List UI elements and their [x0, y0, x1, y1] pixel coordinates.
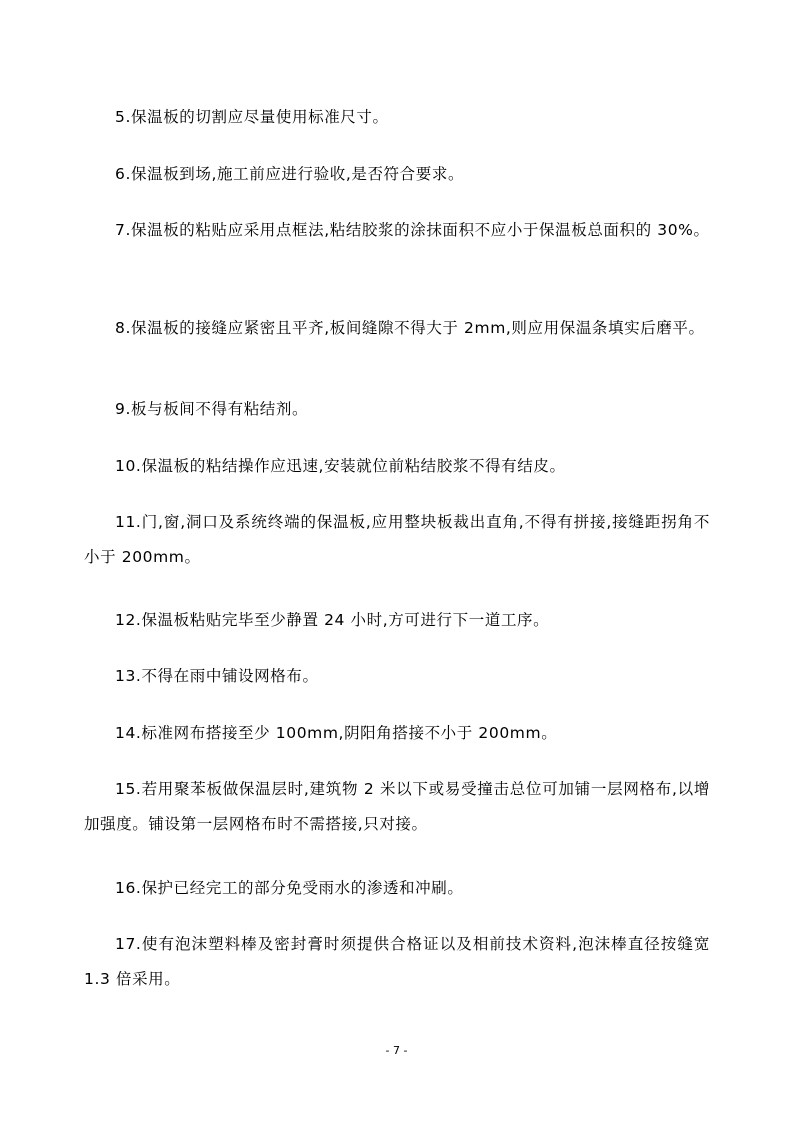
paragraph-item-12: 12.保温板粘贴完毕至少静置 24 小时,方可进行下一道工序。	[115, 611, 550, 629]
paragraph-item-11: 11.门,窗,洞口及系统终端的保温板,应用整块板裁出直角,不得有拼接,接缝距拐角不小于 200mm。	[84, 513, 710, 566]
paragraph-item-8: 8.保温板的接缝应紧密且平齐,板间缝隙不得大于 2mm,则应用保温条填实后磨平。	[115, 319, 705, 337]
paragraph-item-16: 16.保护已经完工的部分免受雨水的渗透和冲刷。	[115, 879, 464, 897]
paragraph-item-7: 7.保温板的粘贴应采用点框法,粘结胶浆的涂抹面积不应小于保温板总面积的 30%。	[115, 221, 710, 239]
paragraph-item-10: 10.保温板的粘结操作应迅速,安装就位前粘结胶浆不得有结皮。	[115, 457, 566, 475]
paragraph-item-15: 15.若用聚苯板做保温层时,建筑物 2 米以下或易受撞击总位可加铺一层网格布,以增加强度。铺设第一层网格布时不需搭接,只对接。	[84, 780, 710, 833]
paragraph-item-14: 14.标准网布搭接至少 100mm,阴阳角搭接不小于 200mm。	[115, 724, 558, 742]
paragraph-item-5: 5.保温板的切割应尽量使用标准尺寸。	[115, 108, 389, 126]
page-number: - 7 -	[385, 1044, 408, 1057]
paragraph-item-6: 6.保温板到场,施工前应进行验收,是否符合要求。	[115, 165, 465, 183]
paragraph-item-13: 13.不得在雨中铺设网格布。	[115, 667, 319, 685]
paragraph-item-9: 9.板与板间不得有粘结剂。	[115, 400, 309, 418]
paragraph-item-17: 17.使有泡沫塑料棒及密封膏时须提供合格证以及相前技术资料,泡沫棒直径按缝宽 1.3 倍采用。	[84, 935, 710, 988]
